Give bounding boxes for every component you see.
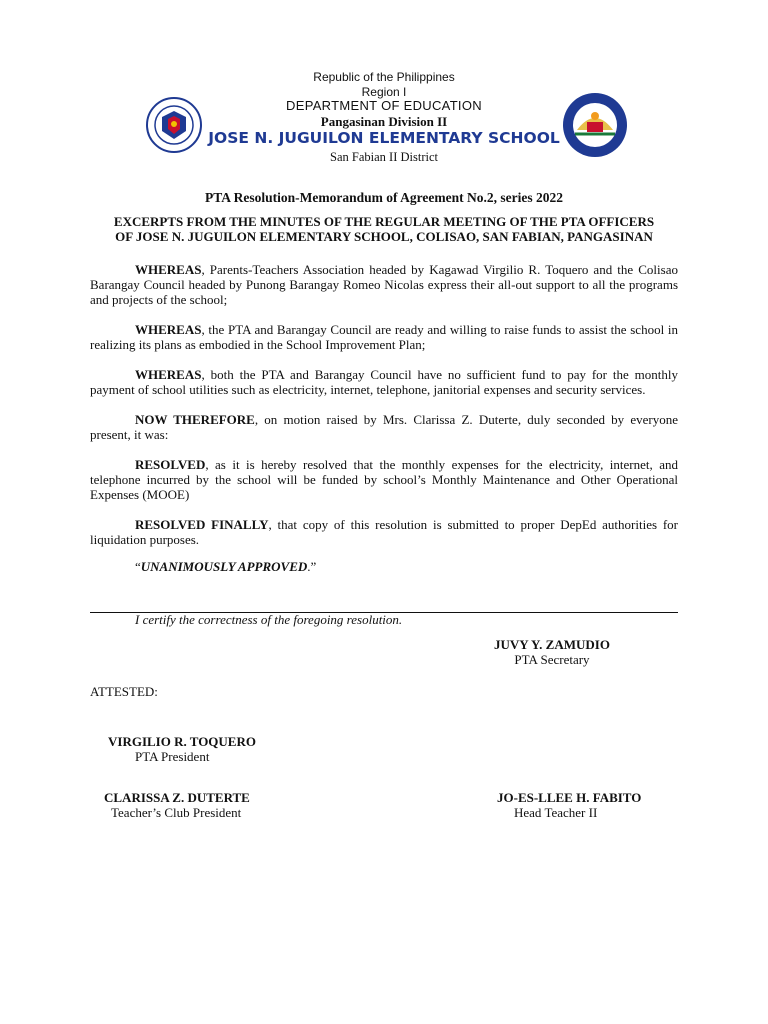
resolution-title: PTA Resolution-Memorandum of Agreement No.2, series 2022 (205, 190, 563, 205)
signatory-name: VIRGILIO R. TOQUERO (108, 734, 256, 749)
division-line: Pangasinan Division II (320, 114, 448, 129)
approval-line (135, 559, 678, 574)
pangasinan-division-seal-icon (561, 92, 629, 158)
signatory-title: Head Teacher II (514, 805, 598, 820)
paragraph-lead: WHEREAS (135, 322, 202, 337)
paragraph-lead: RESOLVED (135, 457, 206, 472)
paragraph-resolved-finally (90, 517, 678, 547)
secretary-name: JUVY Y. ZAMUDIO (494, 637, 610, 652)
secretary-signature-block (489, 637, 615, 667)
approval-open-quote: “ (135, 559, 141, 574)
republic-line: Republic of the Philippines (313, 70, 455, 84)
attested-label: ATTESTED: (90, 684, 158, 699)
paragraph-text: , the PTA and Barangay Council are ready and willing to raise funds to assist the school in realizing its plans as embodied in the School Improvement Plan; (90, 322, 678, 352)
paragraph-whereas-3 (90, 367, 678, 397)
paragraph-text: , that copy of this resolution is submitted to proper DepEd authorities for liquidation purposes. (90, 517, 679, 547)
department-line: DEPARTMENT OF EDUCATION (286, 98, 482, 113)
school-name: JOSE N. JUGUILON ELEMENTARY SCHOOL (208, 129, 560, 147)
signatory-title: Teacher’s Club President (111, 805, 242, 820)
paragraph-whereas-2 (90, 322, 678, 352)
paragraph-text: , on motion raised by Mrs. Clarissa Z. Duterte, duly seconded by everyone present, it was: (90, 412, 679, 442)
district-line: San Fabian II District (330, 150, 438, 164)
signatory-title: PTA President (135, 749, 210, 764)
paragraph-lead: RESOLVED FINALLY (135, 517, 269, 532)
approval-text: UNANIMOUSLY APPROVED (140, 559, 308, 574)
paragraph-now-therefore (90, 412, 678, 442)
resolution-body (90, 262, 678, 574)
signatory-name: CLARISSA Z. DUTERTE (104, 790, 250, 805)
paragraph-text: , Parents-Teachers Association headed by Kagawad Virgilio R. Toquero and the Colisao Barangay Council headed by Punong Barangay Romeo Nicolas express their all-out support to all the programs and projects of the school; (90, 262, 678, 307)
pta-president-signature-block (108, 734, 256, 764)
head-teacher-signature-block (497, 790, 641, 820)
approval-close: .” (307, 559, 317, 574)
teachers-club-president-signature-block (104, 790, 250, 820)
paragraph-lead: NOW THEREFORE (135, 412, 255, 427)
paragraph-text: , both the PTA and Barangay Council have no sufficient fund to pay for the monthly payment of school utilities such as electricity, internet, telephone, janitorial expenses and security services. (90, 367, 678, 397)
signatory-name: JO-ES-LLEE H. FABITO (497, 790, 642, 805)
paragraph-lead: WHEREAS (135, 367, 202, 382)
paragraph-lead: WHEREAS (135, 262, 202, 277)
letterhead (0, 0, 768, 170)
paragraph-resolved (90, 457, 678, 502)
region-line: Region I (361, 85, 407, 99)
excerpt-title-line-1: EXCERPTS FROM THE MINUTES OF THE REGULAR MEETING OF THE PTA OFFICERS (113, 214, 655, 229)
paragraph-whereas-1 (90, 262, 678, 307)
paragraph-text: , as it is hereby resolved that the monthly expenses for the electricity, internet, and telephone incurred by the school will be funded by school’s Monthly Maintenance and Other Operational Expenses (MOOE) (90, 457, 678, 502)
secretary-title: PTA Secretary (514, 652, 590, 667)
excerpt-title-line-2: OF JOSE N. JUGUILON ELEMENTARY SCHOOL, COLISAO, SAN FABIAN, PANGASINAN (115, 229, 653, 244)
certification-statement: I certify the correctness of the foregoing resolution. (135, 612, 403, 627)
